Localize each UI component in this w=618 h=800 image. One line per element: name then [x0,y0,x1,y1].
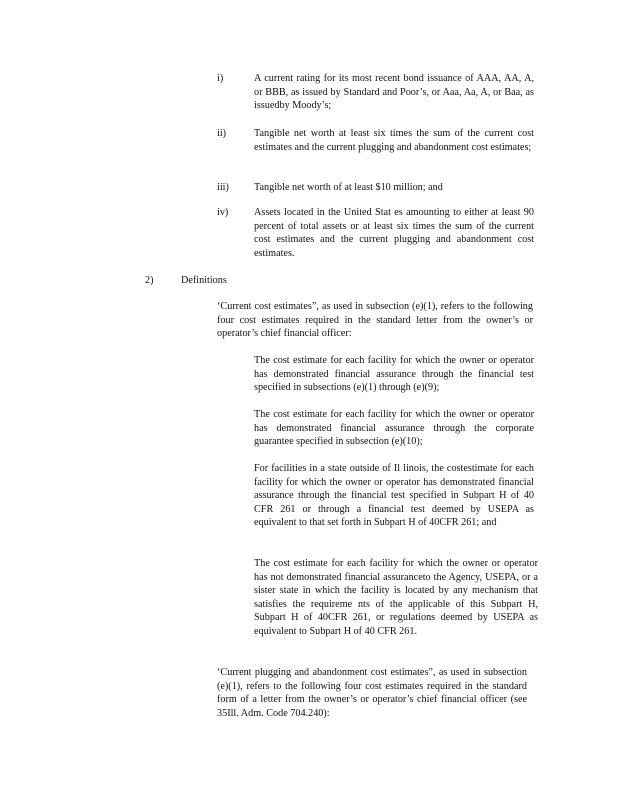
list-item-text: A current rating for its most recent bond issuance of AAA, AA, A, or BBB, as issued by Standard and Poor’s, or Aaa, Aa, A, or Baa, as issuedby Moody’s; [254,73,534,111]
section-heading: Definitions [181,275,227,286]
list-marker: ii) [217,128,227,139]
cost-estimate-item: For facilities in a state outside of Il linois, the costestimate for each facility for which the owner or operator has demonstrated financial assurance through the financial test specified in Subpart H of 40 CFR 261 or through a financial test deemed by USEPA as equivalent to that set forth in Subpart H of 40CFR 261; and [254,463,534,528]
list-item-text: Tangible net worth at least six times the sum of the current cost estimates and the current plugging and abandonment cost estimates; [254,128,534,153]
list-item-text: Tangible net worth of at least $10 million; and [254,182,443,193]
list-marker: iii) [217,182,229,193]
plugging-abandonment-definition: ‘Current plugging and abandonment cost estimates”, as used in subsection (e)(1), refers to the following four cost estimates required in the standard form of a letter from the owner’s or operator’s chief financial officer (see 35Ill. Adm. Code 704.240): [217,667,527,719]
list-item-text: Assets located in the United Stat es amounting to either at least 90 percent of total assets or at least six times the sum of the current cost estimates and the current plugging and abandonment cost estimates. [254,207,534,259]
current-cost-estimates-definition: ‘Current cost estimates”, as used in subsection (e)(1), refers to the following four cost estimates required in the standard letter from the owner’s or operator’s chief financial officer: [217,301,533,339]
section-number: 2) [145,275,154,286]
cost-estimate-item: The cost estimate for each facility for which the owner or operator has demonstrated financial assurance through the financial test specified in subsections (e)(1) through (e)(9); [254,355,534,393]
list-marker: i) [217,73,224,84]
cost-estimate-item: The cost estimate for each facility for which the owner or operator has not demonstrated financial assuranceto the Agency, USEPA, or a sister state in which the facility is located by any mechanism that satisfies the requireme nts of the applicable of this Subpart H, Subpart H of 40CFR 261, or regulations deemed by USEPA as equivalent to Subpart H of 40 CFR 261. [254,558,538,637]
list-marker: iv) [217,207,229,218]
cost-estimate-item: The cost estimate for each facility for which the owner or operator has demonstrated financial assurance through the corporate guarantee specified in subsection (e)(10); [254,409,534,447]
